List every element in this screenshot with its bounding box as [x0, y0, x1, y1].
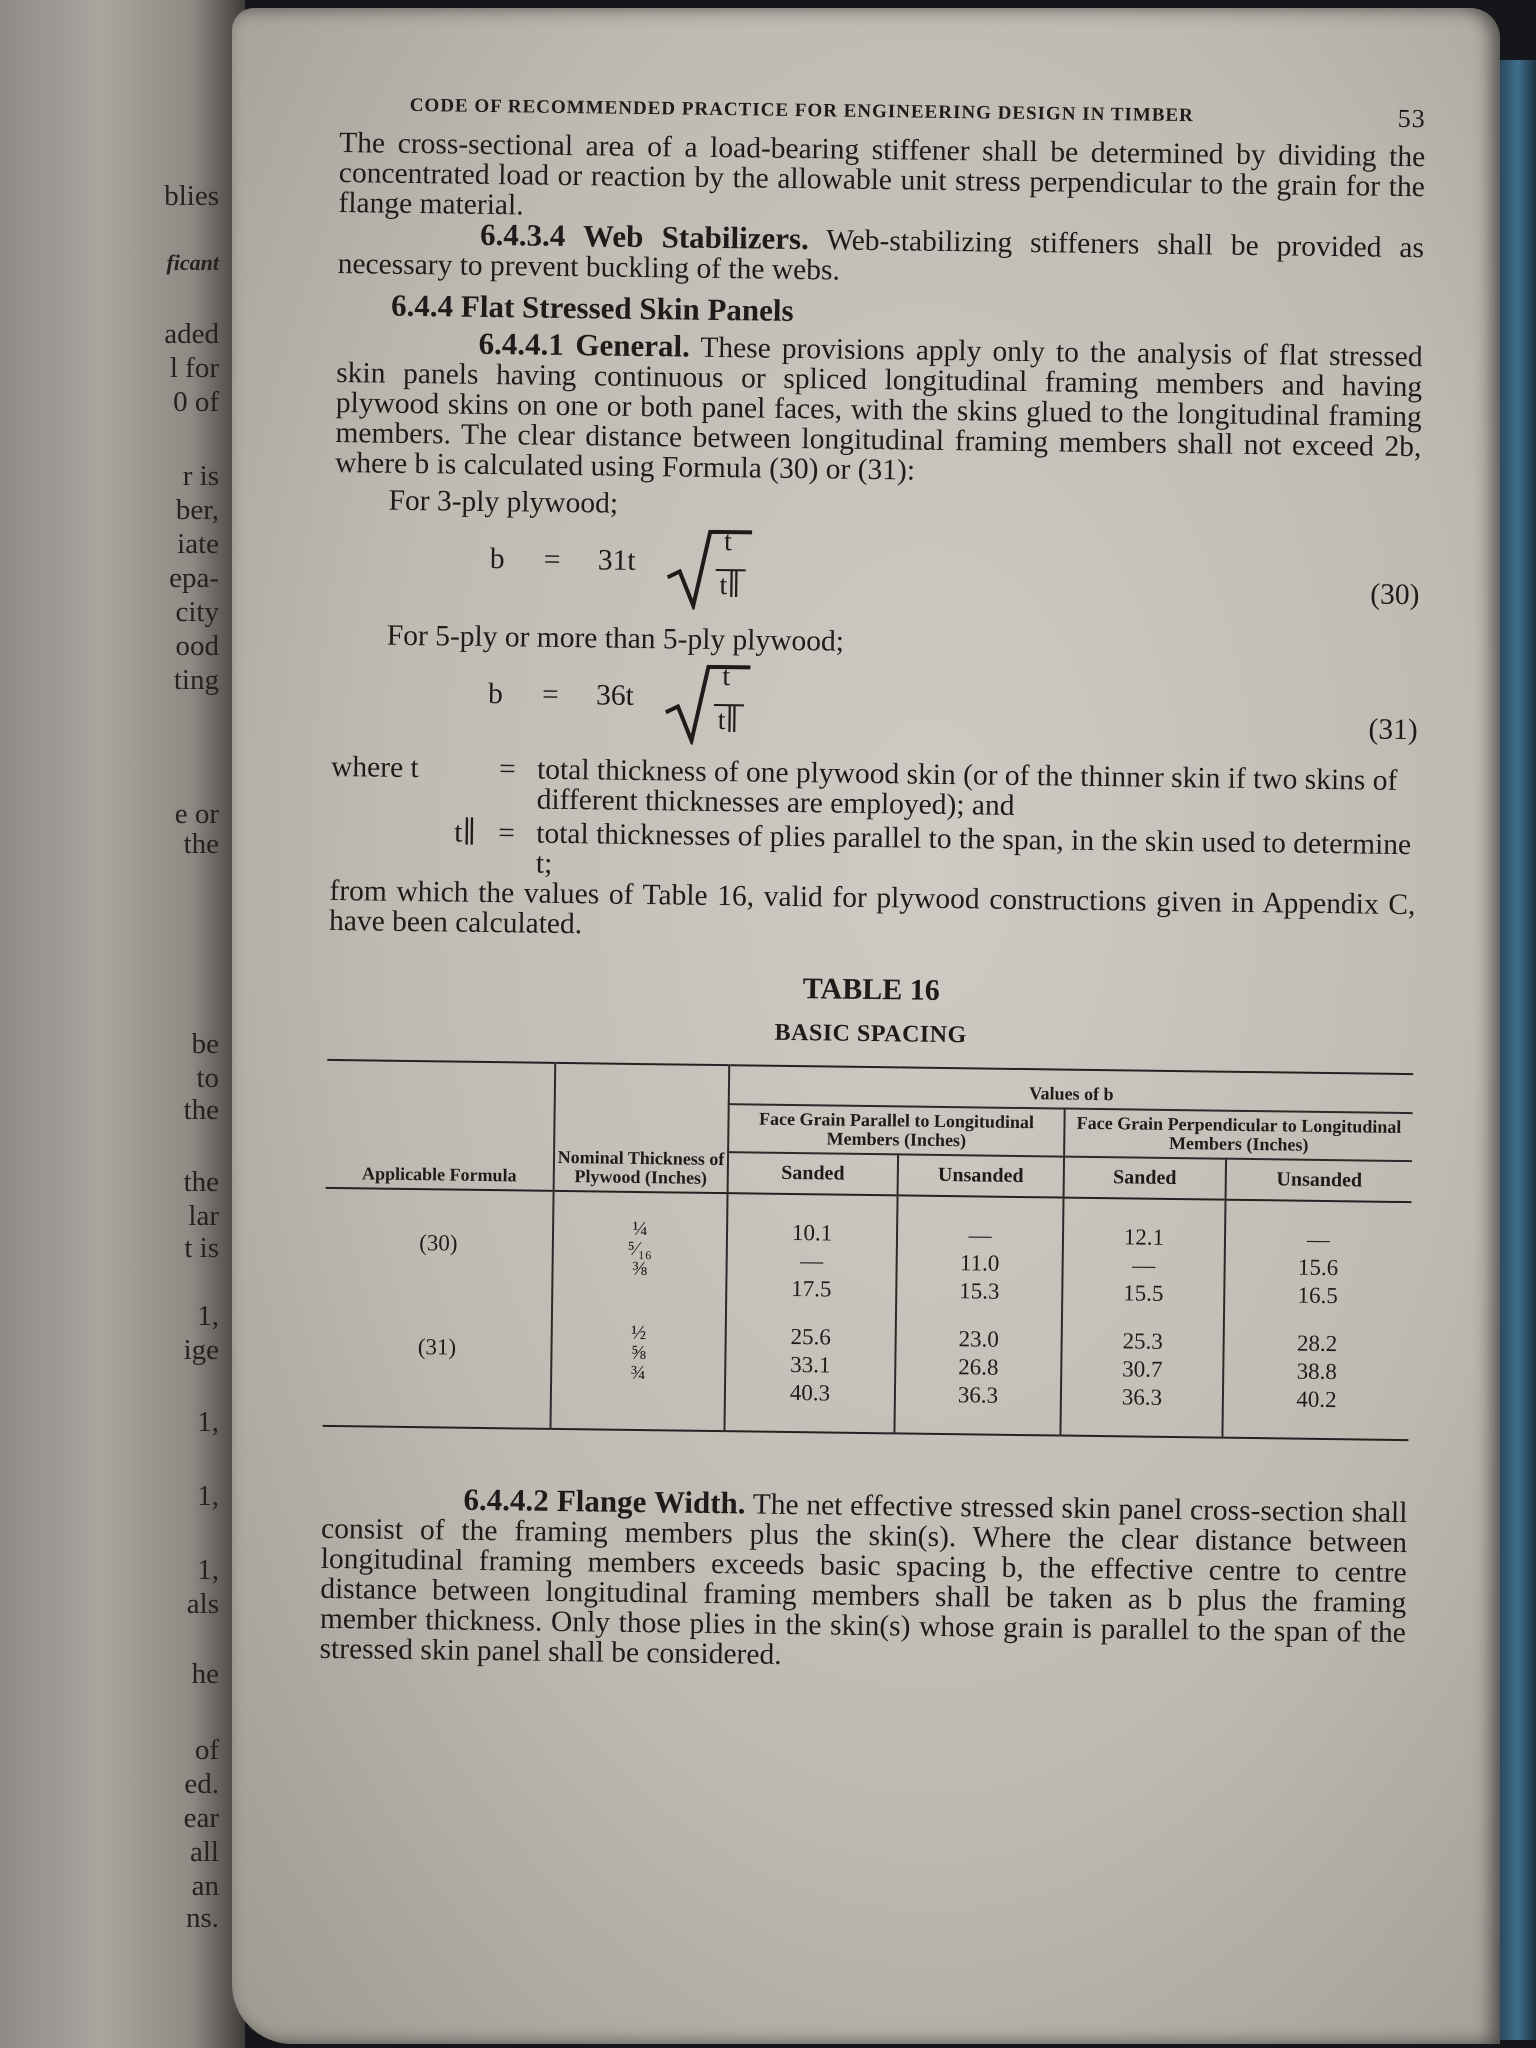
- value: —: [1131, 1252, 1156, 1278]
- facing-page-text: 0 of: [173, 386, 219, 418]
- facing-page-text: an: [191, 1870, 219, 1902]
- formula-coefficient: 36t: [595, 679, 634, 712]
- value: 30.7: [1122, 1356, 1163, 1382]
- value: —: [1306, 1226, 1331, 1253]
- from-which-paragraph: from which the values of Table 16, valid for plywood constructions given in Appendix C, have been calculated.: [328, 874, 1416, 941]
- flange-width-text: The net effective stressed skin panel cross-section shall consist of the framing members plus the skin(s). Where the clear distance between longitudinal framing members exceeds basic spacing b, the effective centre to centre distance between longitudinal framing members shall be taken as b plus the framing member thickness. Only those plies in the skin(s) whose grain is parallel to the span of the stressed skin panel shall be considered.: [319, 1488, 1408, 1671]
- value: 15.5: [1123, 1280, 1164, 1306]
- facing-page-text: to: [196, 1062, 219, 1094]
- facing-page-text: als: [186, 1588, 219, 1620]
- formula-31-intro: For 5-ply or more than 5-ply plywood;: [386, 619, 845, 658]
- where-block: [330, 752, 1418, 890]
- facing-page-text: 1,: [197, 1406, 219, 1438]
- thickness-value: ⁵⁄₁₆: [627, 1237, 653, 1261]
- facing-page-text: all: [190, 1836, 219, 1868]
- facing-page-text: he: [191, 1658, 219, 1690]
- facing-page-text: r is: [182, 460, 219, 492]
- table-title: TABLE 16: [802, 972, 940, 1007]
- col-header-formula: Applicable Formula: [326, 1060, 556, 1191]
- section-heading: 6.4.4 Flat Stressed Skin Panels: [390, 287, 794, 328]
- formula-denominator: t∥: [719, 570, 741, 602]
- facing-page-text: the: [183, 1094, 219, 1126]
- facing-page-text: l for: [169, 352, 219, 384]
- web-stabilizers-heading: 6.4.3.4 Web Stabilizers.: [479, 216, 810, 257]
- facing-page-text: epa-: [169, 562, 219, 594]
- cell-formula: (30): [419, 1230, 458, 1256]
- general-paragraph: [335, 327, 1423, 492]
- general-text: These provisions apply only to the analysis of flat stressed skin panels having continuous or spliced longitudinal framing members and having plywood skins on one or both panel faces, with the skins glued to the longitudinal framing members. The clear distance between longitudinal framing members shall not exceed 2b, where b is calculated using Formula (30) or (31):: [334, 331, 1423, 487]
- where-equals: =: [498, 753, 516, 786]
- col-header-perpendicular-unsanded: Unsanded: [1226, 1159, 1413, 1202]
- facing-page: [0, 0, 245, 2048]
- facing-page-text: city: [175, 596, 219, 628]
- facing-page-text: be: [191, 1028, 219, 1060]
- facing-page-text: ood: [175, 630, 219, 662]
- facing-page-text: aded: [164, 318, 219, 350]
- cell-parallel-unsanded: [894, 1308, 1062, 1435]
- group-header-parallel: Face Grain Parallel to Longitudinal Members (Inches): [728, 1104, 1065, 1156]
- thickness-value: ¼: [632, 1217, 648, 1241]
- table-row: [324, 1188, 1411, 1315]
- formula-numerator: t: [722, 661, 731, 693]
- facing-page-text: 1,: [197, 1480, 219, 1512]
- value: 36.3: [957, 1382, 999, 1408]
- cell-perpendicular-unsanded: [1224, 1200, 1411, 1315]
- cell-perpendicular-sanded: [1060, 1311, 1224, 1438]
- facing-page-text: ber,: [175, 494, 219, 526]
- facing-page-text: lar: [188, 1200, 219, 1232]
- formula-equals: =: [543, 543, 561, 576]
- web-stabilizers-text: Web-stabilizing stiffeners shall be provided as necessary to prevent buckling of the webs.: [337, 224, 1425, 287]
- cell-perpendicular-sanded: [1062, 1198, 1225, 1313]
- value: 40.2: [1296, 1386, 1337, 1413]
- group-header-perpendicular: Face Grain Perpendicular to Longitudinal Members (Inches): [1064, 1109, 1413, 1162]
- facing-page-text: 1,: [197, 1300, 219, 1332]
- value: 15.6: [1297, 1254, 1339, 1281]
- value: 36.3: [1121, 1384, 1163, 1410]
- col-header-parallel-sanded: Sanded: [728, 1152, 899, 1195]
- formula-31: [331, 652, 1418, 762]
- value: 12.1: [1123, 1224, 1165, 1250]
- where-label-2: t∥: [454, 816, 477, 849]
- where-text-t-parallel: total thicknesses of plies parallel to the span, in the skin used to determine t;: [535, 817, 1412, 880]
- facing-page-text: ed.: [184, 1768, 219, 1800]
- facing-page-text: e or: [174, 798, 219, 830]
- value: 25.3: [1122, 1328, 1163, 1354]
- facing-page-text: ting: [173, 664, 219, 696]
- value: 40.3: [789, 1380, 831, 1406]
- formula-numerator: t: [723, 526, 733, 558]
- cell-parallel-unsanded: [896, 1195, 1063, 1310]
- where-definition-t: [331, 752, 1418, 826]
- formula-equals: =: [541, 678, 559, 711]
- flange-width-paragraph: [319, 1483, 1407, 1678]
- value: —: [968, 1222, 992, 1248]
- thickness-value: ⅝: [630, 1341, 647, 1365]
- col-header-perpendicular-sanded: Sanded: [1064, 1157, 1227, 1200]
- thickness-value: ⅜: [631, 1257, 648, 1281]
- cell-thickness: [550, 1304, 726, 1431]
- table-subtitle: BASIC SPACING: [774, 1019, 967, 1049]
- facing-page-text: the: [183, 828, 219, 860]
- running-head-title: CODE OF RECOMMENDED PRACTICE FOR ENGINEERING DESIGN IN TIMBER: [409, 94, 1194, 127]
- value: —: [800, 1248, 824, 1274]
- thickness-value: ¾: [630, 1361, 646, 1385]
- formula-denominator: t∥: [717, 705, 739, 737]
- formula-30-intro: For 3-ply plywood;: [388, 484, 619, 520]
- book-cover-edge: [1500, 60, 1536, 2040]
- cell-formula: (31): [417, 1334, 457, 1360]
- facing-page-text: ficant: [166, 250, 219, 275]
- formula-lhs: b: [489, 543, 505, 576]
- facing-page-text: 1,: [197, 1554, 219, 1586]
- value: 15.3: [959, 1278, 1000, 1304]
- value: 10.1: [791, 1220, 833, 1246]
- value: 11.0: [959, 1250, 1000, 1276]
- cell-parallel-sanded: [724, 1306, 896, 1433]
- facing-page-text: of: [194, 1734, 219, 1766]
- table-row: [322, 1301, 1410, 1440]
- value: 23.0: [958, 1326, 999, 1352]
- facing-page-text: ige: [183, 1334, 219, 1366]
- basic-spacing-table: [322, 1059, 1413, 1441]
- general-heading: 6.4.4.1 General.: [478, 325, 691, 364]
- value: 25.6: [790, 1324, 831, 1350]
- cell-parallel-sanded: [726, 1193, 897, 1308]
- page-content: [319, 88, 1426, 1678]
- facing-page-text: the: [183, 1166, 219, 1198]
- value: 28.2: [1296, 1330, 1338, 1357]
- where-label: where t: [330, 750, 419, 785]
- page-number: 53: [1397, 103, 1426, 134]
- col-header-thickness: Nominal Thickness of Plywood (Inches): [554, 1063, 730, 1193]
- formula-number: (31): [1368, 713, 1418, 747]
- value: 16.5: [1297, 1282, 1339, 1309]
- facing-page-text: ns.: [185, 1902, 219, 1934]
- formula-lhs: b: [487, 677, 504, 711]
- facing-page-text: blies: [164, 180, 219, 212]
- web-stabilizers-paragraph: [337, 218, 1424, 293]
- thickness-value: ½: [631, 1321, 647, 1345]
- cell-perpendicular-unsanded: [1222, 1313, 1410, 1440]
- where-equals: =: [498, 817, 516, 850]
- values-header: Values of b: [729, 1065, 1413, 1113]
- facing-page-text: ear: [183, 1802, 219, 1834]
- col-header-parallel-unsanded: Unsanded: [898, 1154, 1065, 1197]
- formula-30: [333, 517, 1420, 627]
- where-text-t: total thickness of one plywood skin (or of the thinner skin if two skins of different thicknesses are employed); and: [536, 753, 1398, 822]
- stiffener-paragraph: The cross-sectional area of a load-bearing stiffener shall be determined by dividing the concentrated load or reaction by the allowable unit stress perpendicular to the grain for the flange material.: [338, 126, 1426, 222]
- formula-coefficient: 31t: [597, 544, 636, 577]
- value: 33.1: [790, 1352, 831, 1378]
- facing-page-text: iate: [177, 528, 219, 560]
- value: 26.8: [958, 1354, 999, 1380]
- formula-number: (30): [1370, 578, 1420, 612]
- cell-thickness: [552, 1191, 727, 1306]
- flange-width-heading: 6.4.4.2 Flange Width.: [463, 1481, 746, 1521]
- facing-page-text: t is: [184, 1232, 219, 1264]
- value: 17.5: [791, 1276, 832, 1302]
- value: 38.8: [1296, 1358, 1338, 1385]
